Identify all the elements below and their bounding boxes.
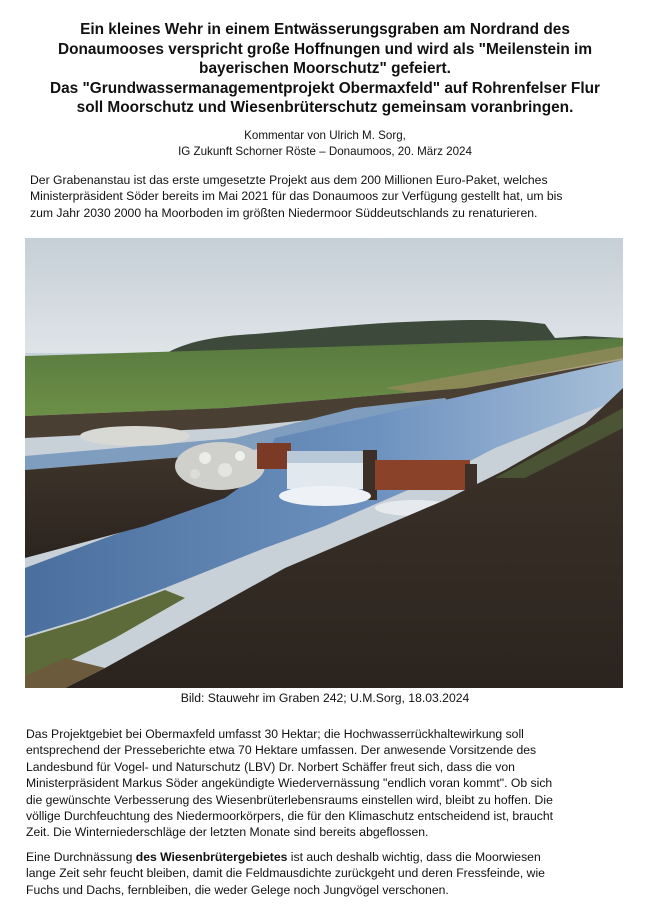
text-line: lange Zeit sehr feucht bleiben, damit die Feldmausdichte zurückgeht und deren Fressfeinde, wie (26, 866, 545, 881)
intro-paragraph (30, 172, 630, 221)
title-line: soll Moorschutz und Wiesenbrüterschutz gemeinsam voranbringen. (76, 99, 574, 117)
text-line: Das Projektgebiet bei Obermaxfeld umfasst 30 Hektar; die Hochwasserrückhaltewirkung soll (26, 727, 524, 741)
title-line: Donaumooses verspricht große Hoffnungen und wird als "Meilenstein im (57, 40, 593, 58)
text-line: Der Grabenanstau ist das erste umgesetzte Projekt aus dem 200 Millionen Euro-Paket, welches (30, 173, 548, 187)
text-line: die gewünschte Verbesserung des Wiesenbrüterlebensraums einstellen wird, bleibt zu hoffen. Die (26, 792, 553, 807)
byline-org-date: IG Zukunft Schorner Röste – Donaumoos, 20. März 2024 (178, 145, 472, 158)
text-segment: Eine Durchnässung (26, 850, 136, 864)
text-line: Zeit. Die Winterniederschläge der letzten Monate sind bereits abgeflossen. (26, 825, 429, 840)
text-segment: ist auch deshalb wichtig, dass die Moorwiesen (287, 850, 541, 864)
article-title (20, 20, 630, 118)
weir-photo-illustration (25, 238, 623, 688)
text-line: entsprechend der Presseberichte etwa 70 Hektare umfassen. Der anwesende Vorsitzende des (26, 743, 537, 758)
title-line: Ein kleines Wehr in einem Entwässerungsgraben am Nordrand des (80, 21, 570, 38)
paragraph-project-area (26, 726, 630, 841)
text-line: zum Jahr 2030 2000 ha Moorboden im größten Niedermoor Süddeutschlands zu renaturieren. (30, 205, 538, 220)
photo-caption: Bild: Stauwehr im Graben 242; U.M.Sorg, 18.03.2024 (180, 691, 470, 705)
text-line: Fuchs und Dachs, fernbleiben, die weder Gelege noch Jungvögel verschonen. (26, 882, 449, 897)
text-line: Ministerpräsident Söder bereits im Mai 2021 für das Donaumoos zur Verfügung gestellt hat, um bis (30, 189, 563, 204)
bold-phrase: des Wiesenbrütergebietes (135, 850, 288, 864)
text-line: Ministerpräsident Markus Söder angekündigte Wiedervernässung "endlich voran kommt". Ob sich (26, 776, 553, 791)
byline (20, 128, 630, 160)
title-line: bayerischen Moorschutz" gefeiert. (199, 60, 451, 78)
byline-author: Kommentar von Ulrich M. Sorg, (244, 129, 406, 142)
text-line: völlige Durchfeuchtung des Niedermoorkörpers, die für den Klimaschutz entscheidend ist, braucht (26, 809, 554, 824)
text-line (26, 849, 630, 865)
title-line: Das "Grundwassermanagementprojekt Obermaxfeld" auf Rohrenfelser Flur (50, 79, 600, 97)
text-line: Landesbund für Vogel- und Naturschutz (LBV) Dr. Norbert Schäffer freut sich, dass die von (26, 759, 515, 774)
paragraph-meadow-birds (26, 849, 630, 898)
weir-photo (25, 238, 623, 688)
